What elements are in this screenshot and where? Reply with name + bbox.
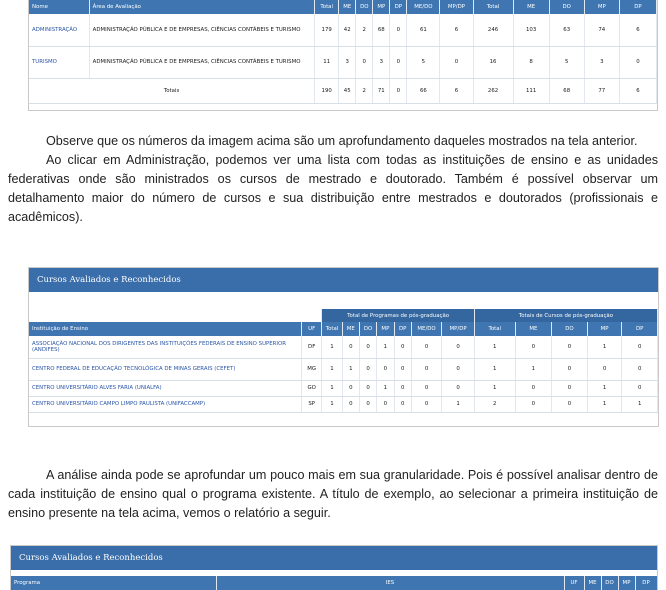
table-cell: 1: [377, 336, 394, 358]
table-row: [29, 396, 658, 412]
institutions-table: [29, 309, 658, 422]
table-cell: 1: [587, 380, 622, 396]
table-cell: 0: [359, 358, 376, 380]
table-cell: MG: [302, 358, 322, 380]
column-header: MP/DP: [440, 0, 473, 14]
area-link[interactable]: TURISMO: [29, 46, 89, 78]
column-header: MP: [584, 0, 619, 14]
table-cell: 8: [513, 46, 549, 78]
table-cell: 68: [373, 14, 390, 46]
table-cell: 0: [342, 336, 359, 358]
column-header: DP: [635, 576, 657, 590]
table-cell: 0: [390, 14, 407, 46]
column-header: IES: [216, 576, 564, 590]
text-block-2: [8, 466, 658, 523]
table-cell: 0: [552, 358, 588, 380]
table-cell: GO: [302, 380, 322, 396]
table-cell: 0: [394, 358, 411, 380]
table-cell: 0: [619, 46, 656, 78]
table-cell: 0: [356, 46, 373, 78]
totals-cell: 68: [549, 78, 584, 103]
table-cell: 103: [513, 14, 549, 46]
column-header: MP: [618, 576, 635, 590]
table-cell: 0: [552, 336, 588, 358]
table-row-partial: [29, 412, 658, 422]
totals-row: [29, 78, 657, 103]
column-header: Total: [474, 322, 515, 336]
column-header: UF: [302, 322, 322, 336]
column-header: Total: [322, 322, 342, 336]
table-cell: 0: [411, 396, 442, 412]
totals-cell: 6: [619, 78, 656, 103]
column-header: DP: [390, 0, 407, 14]
table-cell: 179: [315, 14, 339, 46]
table-cell: 0: [515, 336, 552, 358]
table-cell: SP: [302, 396, 322, 412]
group-header: Totais de Cursos de pós-graduação: [474, 309, 657, 322]
table-cell: 0: [394, 336, 411, 358]
table-cell: 16: [473, 46, 513, 78]
table-cell: DF: [302, 336, 322, 358]
table-cell: 0: [587, 358, 622, 380]
text-block-1: [8, 132, 658, 227]
column-header: DO: [601, 576, 618, 590]
table-cell: 0: [359, 396, 376, 412]
table-cell: 0: [552, 396, 588, 412]
programs-table: [11, 576, 658, 590]
area-link[interactable]: ADMINISTRAÇÃO: [29, 14, 89, 46]
table-cell: 246: [473, 14, 513, 46]
table-cell: 0: [622, 358, 658, 380]
table-cell: 11: [315, 46, 339, 78]
column-header: Total: [315, 0, 339, 14]
column-header: Programa: [11, 576, 216, 590]
totals-cell: 45: [339, 78, 356, 103]
table-cell: 5: [549, 46, 584, 78]
table-cell: 1: [587, 396, 622, 412]
column-header: Instituição de Ensino: [29, 322, 302, 336]
column-header: DO: [359, 322, 376, 336]
table-cell: 3: [584, 46, 619, 78]
column-header: ME: [513, 0, 549, 14]
column-header: MP: [377, 322, 394, 336]
totals-cell: 6: [440, 78, 473, 103]
group-header: Total de Programas de pós-graduação: [322, 309, 475, 322]
institution-link[interactable]: CENTRO UNIVERSITÁRIO CAMPO LIMPO PAULISTA (UNIFACCAMP): [29, 396, 302, 412]
institution-link[interactable]: CENTRO FEDERAL DE EDUCAÇÃO TECNOLÓGICA DE MINAS GERAIS (CEFET): [29, 358, 302, 380]
column-header: DP: [622, 322, 658, 336]
table-cell: 0: [622, 336, 658, 358]
column-header: ME: [339, 0, 356, 14]
table-row: [29, 358, 658, 380]
table-cell: 0: [394, 396, 411, 412]
paragraph: Ao clicar em Administração, podemos ver uma lista com todas as instituições de ensino e as unidades federativas onde são ministrados os cursos de mestrado e doutorado. Também é possível observar um detalhamento maior do número de cursos e sua distribuição entre mestrados e doutorados (profissionais e acadêmicos).: [8, 153, 658, 224]
table-cell: 0: [377, 358, 394, 380]
column-header: ME/DO: [407, 0, 440, 14]
column-header: Área de Avaliação: [89, 0, 315, 14]
table-row: [29, 336, 658, 358]
column-header: DP: [394, 322, 411, 336]
table-cell: 1: [515, 358, 552, 380]
table-cell: 2: [474, 396, 515, 412]
totals-cell: 190: [315, 78, 339, 103]
column-header: MP: [587, 322, 622, 336]
table-cell: 0: [442, 380, 475, 396]
table-header-row: [29, 0, 657, 14]
table-cell: 0: [359, 380, 376, 396]
table-cell: 1: [622, 396, 658, 412]
blank-cell: [29, 309, 322, 322]
column-header: ME/DO: [411, 322, 442, 336]
table-cell: 1: [322, 358, 342, 380]
column-header: MP: [373, 0, 390, 14]
totals-cell: 2: [356, 78, 373, 103]
column-header: ME: [515, 322, 552, 336]
column-header: DP: [619, 0, 656, 14]
table-cell: ADMINISTRAÇÃO PÚBLICA E DE EMPRESAS, CIÊNCIAS CONTÁBEIS E TURISMO: [89, 46, 315, 78]
table-cell: 61: [407, 14, 440, 46]
table-cell: 0: [411, 358, 442, 380]
totals-cell: 66: [407, 78, 440, 103]
table-cell: 0: [411, 336, 442, 358]
table-cell: ADMINISTRAÇÃO PÚBLICA E DE EMPRESAS, CIÊNCIAS CONTÁBEIS E TURISMO: [89, 14, 315, 46]
table-cell: 0: [442, 336, 475, 358]
totals-cell: 0: [390, 78, 407, 103]
table-cell: 42: [339, 14, 356, 46]
table-cell: 5: [407, 46, 440, 78]
table-cell: 3: [373, 46, 390, 78]
screenshot-areas-table: [28, 0, 658, 111]
table-cell: 1: [342, 358, 359, 380]
table-cell: 0: [390, 46, 407, 78]
panel-title: Cursos Avaliados e Reconhecidos: [11, 546, 657, 570]
column-header: Nome: [29, 0, 89, 14]
column-header: DO: [549, 0, 584, 14]
table-row: [29, 46, 657, 78]
table-header-row: [29, 322, 658, 336]
table-cell: 0: [552, 380, 588, 396]
column-header: DO: [356, 0, 373, 14]
table-cell: 1: [322, 396, 342, 412]
table-cell: 0: [377, 396, 394, 412]
screenshot-institutions-table: [28, 267, 659, 427]
totals-cell: 71: [373, 78, 390, 103]
group-header-row: [29, 309, 658, 322]
table-cell: 6: [619, 14, 656, 46]
column-header: DO: [552, 322, 588, 336]
table-cell: 1: [322, 336, 342, 358]
table-header-row: [11, 576, 657, 590]
table-row: [29, 380, 658, 396]
table-cell: 0: [411, 380, 442, 396]
column-header: UF: [564, 576, 584, 590]
table-cell: 0: [359, 336, 376, 358]
table-cell: 1: [587, 336, 622, 358]
institution-link[interactable]: CENTRO UNIVERSITÁRIO ALVES FARIA (UNIALFA): [29, 380, 302, 396]
totals-cell: 77: [584, 78, 619, 103]
table-cell: 0: [440, 46, 473, 78]
table-cell: 74: [584, 14, 619, 46]
table-cell: 0: [622, 380, 658, 396]
column-header: ME: [584, 576, 601, 590]
column-header: ME: [342, 322, 359, 336]
column-header: MP/DP: [442, 322, 475, 336]
column-header: Total: [473, 0, 513, 14]
table-cell: 1: [474, 380, 515, 396]
screenshot-programs-table: [10, 545, 658, 590]
table-cell: 0: [394, 380, 411, 396]
table-cell: 1: [474, 358, 515, 380]
table-cell: 6: [440, 14, 473, 46]
institution-link[interactable]: ASSOCIAÇÃO NACIONAL DOS DIRIGENTES DAS INSTITUIÇÕES FEDERAIS DE ENSINO SUPERIOR (ANDIFES): [29, 336, 302, 358]
table-row: [29, 14, 657, 46]
table-cell: 2: [356, 14, 373, 46]
totals-cell: 111: [513, 78, 549, 103]
table-cell: 0: [342, 380, 359, 396]
totals-cell: 262: [473, 78, 513, 103]
table-cell: 0: [515, 380, 552, 396]
table-cell: 63: [549, 14, 584, 46]
table-cell: 1: [474, 336, 515, 358]
table-cell: 1: [322, 380, 342, 396]
areas-table: [29, 0, 657, 104]
table-cell: 0: [442, 358, 475, 380]
table-cell: 1: [377, 380, 394, 396]
totals-label: Totais: [29, 78, 315, 103]
table-cell: 1: [442, 396, 475, 412]
table-cell: 0: [515, 396, 552, 412]
paragraph: A análise ainda pode se aprofundar um pouco mais em sua granularidade. Pois é possível analisar dentro de cada instituição de ensino qual o programa existente. A título de exemplo, ao selecionar a primeira instituição de ensino presente na tela acima, vemos o relatório a seguir.: [8, 468, 658, 520]
panel-title: Cursos Avaliados e Reconhecidos: [29, 268, 658, 292]
table-cell: 0: [342, 396, 359, 412]
table-cell: 3: [339, 46, 356, 78]
paragraph: Observe que os números da imagem acima são um aprofundamento daqueles mostrados na tela anterior.: [46, 134, 638, 148]
